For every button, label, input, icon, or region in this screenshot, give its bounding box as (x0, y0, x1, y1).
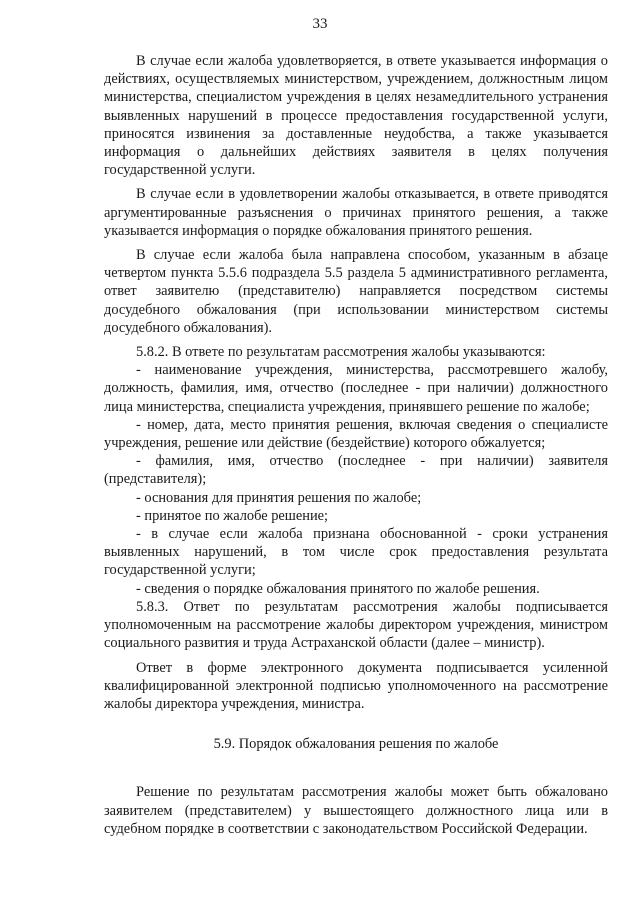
list-item-grounds: - основания для принятия решения по жалобе; (136, 489, 422, 506)
list-item-remedy-deadlines: - в случае если жалоба признана обоснованной - сроки устранения выявленных нарушений, в том числе срок предоставления результата государственной услуги; (104, 526, 608, 579)
document-body (104, 52, 608, 844)
paragraph-complaint-satisfied: В случае если жалоба удовлетворяется, в ответе указывается информация о действиях, осуществляемых министерством, учреждением, должностным лицом министерства, специалистом учреждения в целях незамедлительного устранения выявленных нарушений в процессе предоставления государственной услуги, приносятся извинения за доставленные неудобства, а также указывается информация о дальнейших действиях заявителя в целях получения государственной услуги. (104, 53, 608, 179)
paragraph-electronic-signature: Ответ в форме электронного документа подписывается усиленной квалифицированной электронной подписью уполномоченного на рассмотрение жалобы директора учреждения, министра. (104, 659, 608, 712)
paragraph-appeal: Решение по результатам рассмотрения жалобы может быть обжаловано заявителем (представителем) у вышестоящего должностного лица или в судебном порядке в соответствии с законодательством Российской Федерации. (104, 784, 608, 837)
list-item-appeal-info: - сведения о порядке обжалования принятого по жалобе решения. (136, 580, 540, 597)
page-number: 33 (312, 16, 328, 32)
list-item-institution-name: - наименование учреждения, министерства, рассмотревшего жалобу, должность, фамилия, имя, отчество (последнее - при наличии) должностного лица министерства, специалиста учреждения, принявшего решение по жалобе; (104, 362, 608, 415)
paragraph-5-8-2: 5.8.2. В ответе по результатам рассмотрения жалобы указываются: (136, 344, 546, 361)
section-title-5-9: 5.9. Порядок обжалования решения по жалобе (213, 736, 499, 753)
paragraph-pretrial-system: В случае если жалоба была направлена способом, указанным в абзаце четвертом пункта 5.5.6 подраздела 5.5 раздела 5 административного регламента, ответ заявителю (представителю) направляется посредством системы досудебного обжалования (при использовании министерством системы досудебного обжалования). (104, 247, 608, 336)
paragraph-complaint-refused: В случае если в удовлетворении жалобы отказывается, в ответе приводятся аргументированные разъяснения о причинах принятого решения, а также указывается информация о порядке обжалования принятого решения. (104, 186, 608, 239)
list-item-decision: - принятое по жалобе решение; (136, 507, 329, 524)
list-item-applicant-name: - фамилия, имя, отчество (последнее - при наличии) заявителя (представителя); (104, 453, 608, 488)
paragraph-5-8-3: 5.8.3. Ответ по результатам рассмотрения жалобы подписывается уполномоченным на рассмотрение жалобы директором учреждения, министром социального развития и труда Астраханской области (далее – министр). (104, 598, 608, 652)
list-item-decision-details: - номер, дата, место принятия решения, включая сведения о специалисте учреждения, решение или действие (бездействие) которого обжалуется; (104, 416, 608, 452)
